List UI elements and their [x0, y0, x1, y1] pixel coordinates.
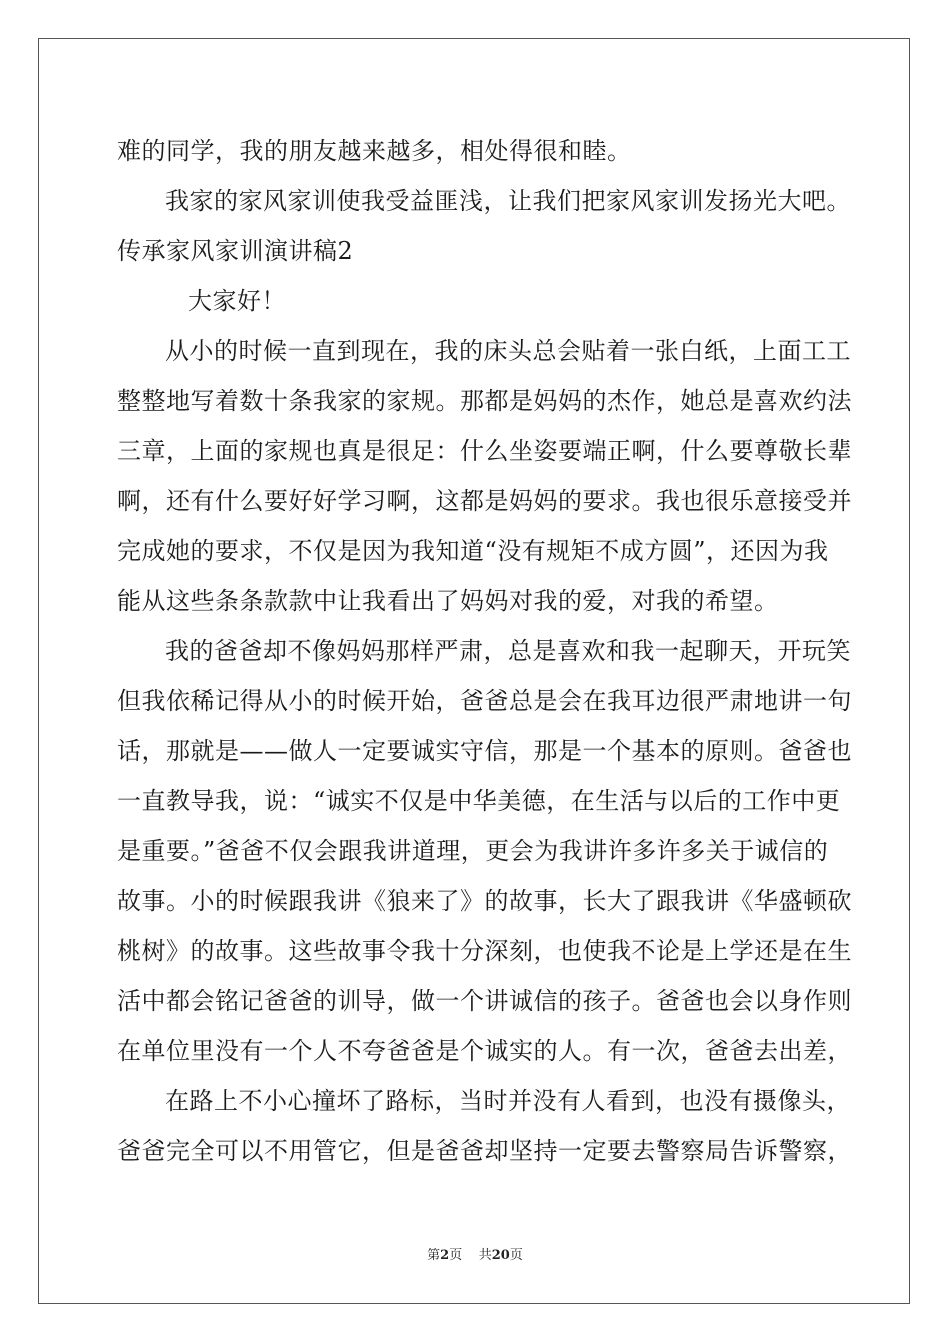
text-line: 整整地写着数十条我家的家规。那都是妈妈的杰作，她总是喜欢约法 — [117, 387, 852, 415]
text-line: 故事。小的时候跟我讲《狼来了》的故事，长大了跟我讲《华盛顿砍 — [117, 887, 852, 915]
text-line: 是重要。”爸爸不仅会跟我讲道理，更会为我讲许多许多关于诚信的 — [117, 837, 829, 865]
page-footer — [0, 1248, 950, 1264]
text-line: 能从这些条条款款中让我看出了妈妈对我的爱，对我的希望。 — [117, 587, 779, 615]
text-line: 爸爸完全可以不用管它，但是爸爸却坚持一定要去警察局告诉警察， — [117, 1137, 852, 1165]
text-line: 在单位里没有一个人不夸爸爸是个诚实的人。有一次，爸爸去出差， — [117, 1037, 852, 1065]
text-line: 在路上不小心撞坏了路标，当时并没有人看到，也没有摄像头， — [165, 1087, 851, 1115]
text-line: 一直教导我，说：“诚实不仅是中华美德，在生活与以后的工作中更 — [117, 787, 841, 815]
text-line: 啊，还有什么要好好学习啊，这都是妈妈的要求。我也很乐意接受并 — [117, 487, 852, 515]
total-prefix: 共 — [478, 1248, 492, 1263]
text-line: 活中都会铭记爸爸的训导，做一个讲诚信的孩子。爸爸也会以身作则 — [117, 987, 852, 1015]
text-line: 三章，上面的家规也真是很足：什么坐姿要端正啊，什么要尊敬长辈 — [117, 437, 852, 465]
text-line: 我家的家风家训使我受益匪浅，让我们把家风家训发扬光大吧。 — [165, 187, 851, 215]
total-pages: 20 — [491, 1248, 510, 1263]
text-line: 完成她的要求，不仅是因为我知道“没有规矩不成方圆”，还因为我 — [117, 537, 829, 565]
text-line: 我的爸爸却不像妈妈那样严肃，总是喜欢和我一起聊天，开玩笑 — [165, 637, 851, 665]
section-heading: 传承家风家训演讲稿2 — [117, 237, 354, 265]
text-line: 话，那就是——做人一定要诚实守信，那是一个基本的原则。爸爸也 — [117, 737, 852, 765]
page-prefix: 第 — [427, 1248, 441, 1263]
text-line: 但我依稀记得从小的时候开始，爸爸总是会在我耳边很严肃地讲一句 — [117, 687, 852, 715]
greeting: 大家好！ — [188, 287, 286, 315]
text-line: 难的同学，我的朋友越来越多，相处得很和睦。 — [117, 137, 632, 165]
page-suffix: 页 — [449, 1248, 463, 1263]
total-suffix: 页 — [509, 1248, 523, 1263]
text-line: 桃树》的故事。这些故事令我十分深刻，也使我不论是上学还是在生 — [117, 937, 852, 965]
page-number: 2 — [440, 1248, 450, 1263]
text-line: 从小的时候一直到现在，我的床头总会贴着一张白纸，上面工工 — [165, 337, 851, 365]
